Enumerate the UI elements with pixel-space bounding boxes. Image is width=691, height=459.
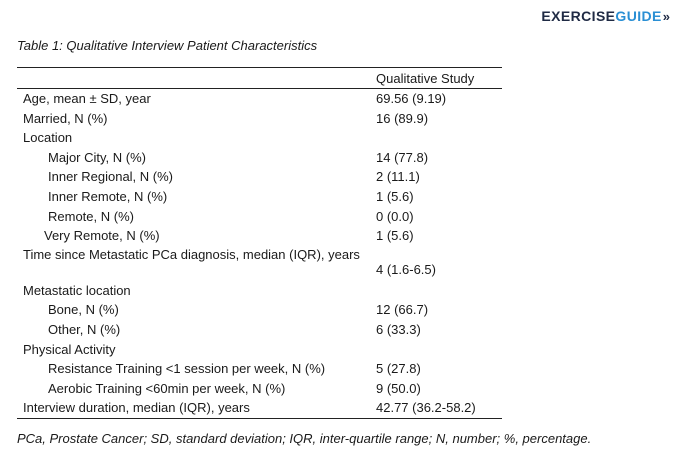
table-header-row [17,68,502,89]
row-value: 4 (1.6-6.5) [376,261,436,277]
row-value: 9 (50.0) [376,380,421,396]
table-row [17,226,502,246]
row-label: Resistance Training <1 session per week, N (%) [48,361,326,377]
table-row [17,359,502,379]
section-label-metastatic-location: Metastatic location [23,282,131,298]
row-label: Inner Remote, N (%) [48,188,168,204]
table-row [17,379,502,399]
row-label: Remote, N (%) [48,208,134,224]
table-row [17,398,502,418]
row-label: Bone, N (%) [48,302,119,318]
row-value: 14 (77.8) [376,149,429,165]
table-row [17,89,502,109]
row-label: Interview duration, median (IQR), years [23,400,250,416]
row-label: Very Remote, N (%) [44,228,160,244]
table-row [17,148,502,168]
table-row [17,300,502,320]
table-row [17,207,502,227]
row-value: 5 (27.8) [376,361,421,377]
row-label: Other, N (%) [48,321,121,337]
table-row [17,109,502,129]
logo-text-exercise: EXERCISE [541,8,616,24]
section-label-physical-activity: Physical Activity [23,341,116,357]
table-row [17,167,502,187]
row-label: Aerobic Training <60min per week, N (%) [48,380,286,396]
section-label-location: Location [23,130,73,146]
row-value: 0 (0.0) [376,208,414,224]
row-value: 1 (5.6) [376,228,414,244]
row-value: 2 (11.1) [376,169,420,185]
table-section-row [17,340,502,360]
characteristics-table [17,67,502,419]
row-label: Inner Regional, N (%) [48,169,173,185]
row-label: Married, N (%) [23,110,108,126]
row-label: Time since Metastatic PCa diagnosis, median (IQR), years [23,246,360,262]
row-value: 69.56 (9.19) [376,91,447,106]
table-caption: Table 1: Qualitative Interview Patient Characteristics [17,38,318,53]
column-header-qualitative-study: Qualitative Study [376,71,475,86]
row-value: 6 (33.3) [376,321,421,337]
row-value: 12 (66.7) [376,302,429,318]
row-value: 16 (89.9) [376,110,429,126]
double-chevron-icon: » [662,8,667,24]
table-footnote: PCa, Prostate Cancer; SD, standard deviation; IQR, inter-quartile range; N, number; %, percentage. [17,431,592,446]
table-section-row [17,281,502,301]
table-row [17,246,502,281]
exerciseguide-logo [541,8,667,24]
table-section-row [17,128,502,148]
table-row [17,187,502,207]
row-value: 42.77 (36.2-58.2) [376,400,476,416]
table-row [17,320,502,340]
row-label: Age, mean ± SD, year [23,91,151,106]
row-label: Major City, N (%) [48,149,146,165]
logo-text-guide: GUIDE [615,8,662,24]
row-value: 1 (5.6) [376,188,414,204]
